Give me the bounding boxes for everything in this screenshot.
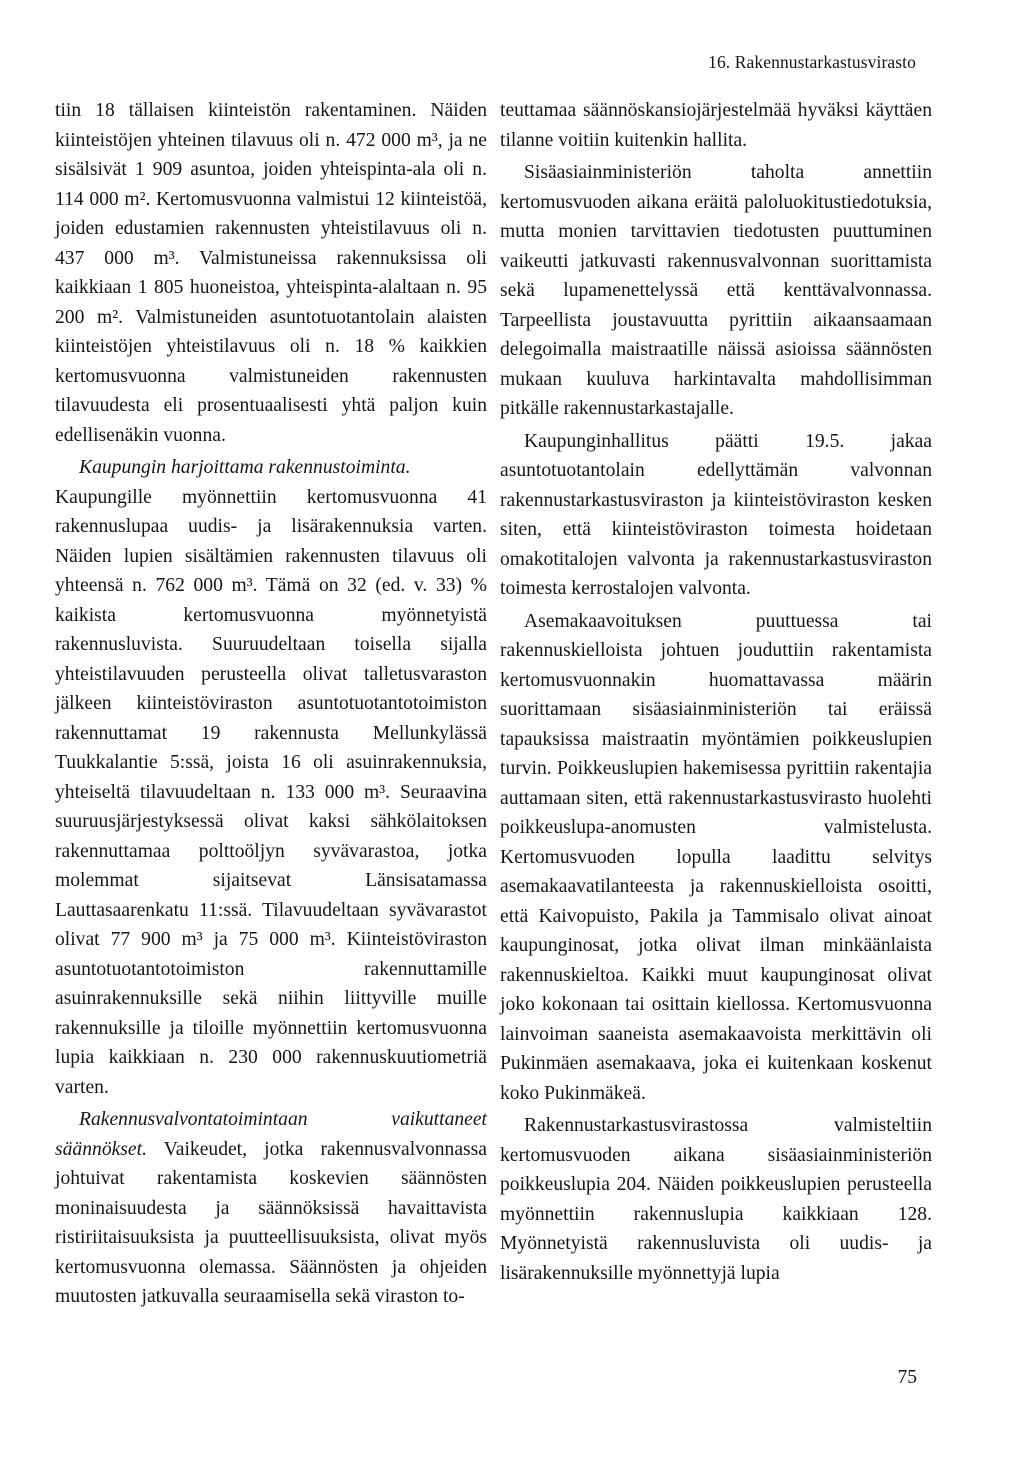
right-text-column [500,96,932,1288]
paragraph-city-board-decision: Kaupunginhallitus päätti 19.5. jakaa asuntotuotantolain edellyttämän valvonnan rakennustarkastusviraston ja kiinteistöviraston kesken siten, että kiinteistöviraston toimesta hoidetaan omakotitalojen valvonta ja rakennustarkastusviraston toimesta kerrostalojen valvonta. [500,430,932,599]
paragraph-regulation-system: teuttamaa säännöskansiojärjestelmää hyväksi käyttäen tilanne voitiin kuitenkin hallita. [500,100,932,151]
section-heading-city-construction: Kaupungin harjoittama rakennustoiminta. [79,457,411,478]
paragraph-city-construction: Kaupungille myönnettiin kertomusvuonna 41 rakennuslupaa uudis- ja lisärakennuksia varten. Näiden lupien sisältämien rakennusten tilavuus oli yhteensä n. 762 000 m³. Tämä on 32 (ed. v. 33) % kaikista kertomusvuonna myönnetyistä rakennusluvista. Suuruudeltaan toisella sijalla yhteistilavuuden perusteella olivat talletusvaraston jälkeen kiinteistöviraston asuntotuotantotoimiston rakennuttamat 19 rakennusta Mellunkylässä Tuukkalantie 5:ssä, joista 16 oli asuinrakennuksia, yhteiseltä tilavuudeltaan n. 133 000 m³. Seuraavina suuruusjärjestyksessä olivat kaksi sähkölaitoksen rakennuttamaa polttoöljyn syvävarastoa, jotka molemmat sijaitsevat Länsisatamassa Lauttasaarenkatu 11:ssä. Tilavuudeltaan syvävarastot olivat 77 900 m³ ja 75 000 m³. Kiinteistöviraston asuntotuotantotoimiston rakennuttamille asuinrakennuksille sekä niihin liittyville muille rakennuksille ja tiloille myönnettiin kertomusvuonna lupia kaikkiaan n. 230 000 rakennuskuutiometriä varten. [55,486,487,1098]
paragraph-town-planning: Asemakaavoituksen puuttuessa tai rakennuskielloista johtuen jouduttiin rakentamista kertomusvuonnakin huomattavassa määrin suorittamaan sisäasiainministeriön tai eräissä tapauksissa maistraatin myöntämien poikkeuslupien turvin. Poikkeuslupien hakemisessa pyrittiin rakentajia auttamaan siten, että rakennustarkastusvirasto huolehti poikkeuslupa-anomusten valmistelusta. Kertomusvuoden lopulla laadittu selvitys asemakaavatilanteesta ja rakennuskielloista osoitti, että Kaivopuisto, Pakila ja Tammisalo olivat ainoat kaupunginosat, jotka olivat ilman minkäänlaista rakennuskieltoa. Kaikki muut kaupunginosat olivat joko kokonaan tai osittain kiellossa. Kertomusvuonna lainvoiman saaneista asemakaavoista merkittävin oli Pukinmäen asemakaava, joka ei kuitenkaan koskenut koko Pukinmäkeä. [500,610,932,1104]
running-header-title: 16. Rakennustarkastusvirasto [708,52,916,72]
paragraph-building-stats: tiin 18 tällaisen kiinteistön rakentaminen. Näiden kiinteistöjen yhteinen tilavuus oli n. 472 000 m³, ja ne sisälsivät 1 909 asuntoa, joiden yhteispinta-ala oli n. 114 000 m². Kertomusvuonna valmistui 12 kiinteistöä, joiden edustamien rakennusten yhteistilavuus oli n. 437 000 m³. Valmistuneissa rakennuksissa oli kaikkiaan 1 805 huoneistoa, yhteispinta-alaltaan n. 95 200 m². Valmistuneiden asuntotuotantolain alaisten kiinteistöjen yhteistilavuus oli n. 18 % kaikkien kertomusvuonna valmistuneiden rakennusten tilavuudesta eli prosentuaalisesti yhtä paljon kuin edellisenäkin vuonna. [55,100,487,446]
paragraph-fire-classification: Sisäasiainministeriön taholta annettiin kertomusvuoden aikana eräitä paloluokitustiedotuksia, mutta monien tarvittavien tiedotusten puuttuminen vaikeutti jatkuvasti rakennusvalvonnan suorittamista sekä lupamenettelyssä että kenttävalvonnassa. Tarpeellista joustavuutta pyrittiin aikaansaamaan delegoimalla maistraatille näissä asioissa säännösten mukaan kuuluva harkintavalta mahdollisimman pitkälle rakennustarkastajalle. [500,162,932,419]
left-text-column [55,96,487,1312]
section-heading-regulations: Rakennusvalvontatoimintaan vaikuttaneet säännökset. [55,1109,487,1160]
paragraph-regulations [55,1105,487,1312]
paragraph-exception-permits: Rakennustarkastusvirastossa valmisteltiin kertomusvuoden aikana sisäasiainministeriön poikkeuslupia 204. Näiden poikkeuslupien perusteella myönnettiin rakennuslupia kaikkiaan 128. Myönnetyistä rakennusluvista oli uudis- ja lisärakennuksille myönnettyjä lupia [500,1115,932,1284]
page-number: 75 [897,1367,917,1388]
paragraph-regulations-text: Vaikeudet, jotka rakennusvalvonnassa johtuivat rakentamista koskevien säännösten moninaisuudesta ja säännöksissä havaittavista ristiriitaisuuksista ja puutteellisuuksista, olivat myös kertomusvuonna olemassa. Säännösten ja ohjeiden muutosten jatkuvalla seuraamisella sekä viraston to- [55,1138,487,1307]
